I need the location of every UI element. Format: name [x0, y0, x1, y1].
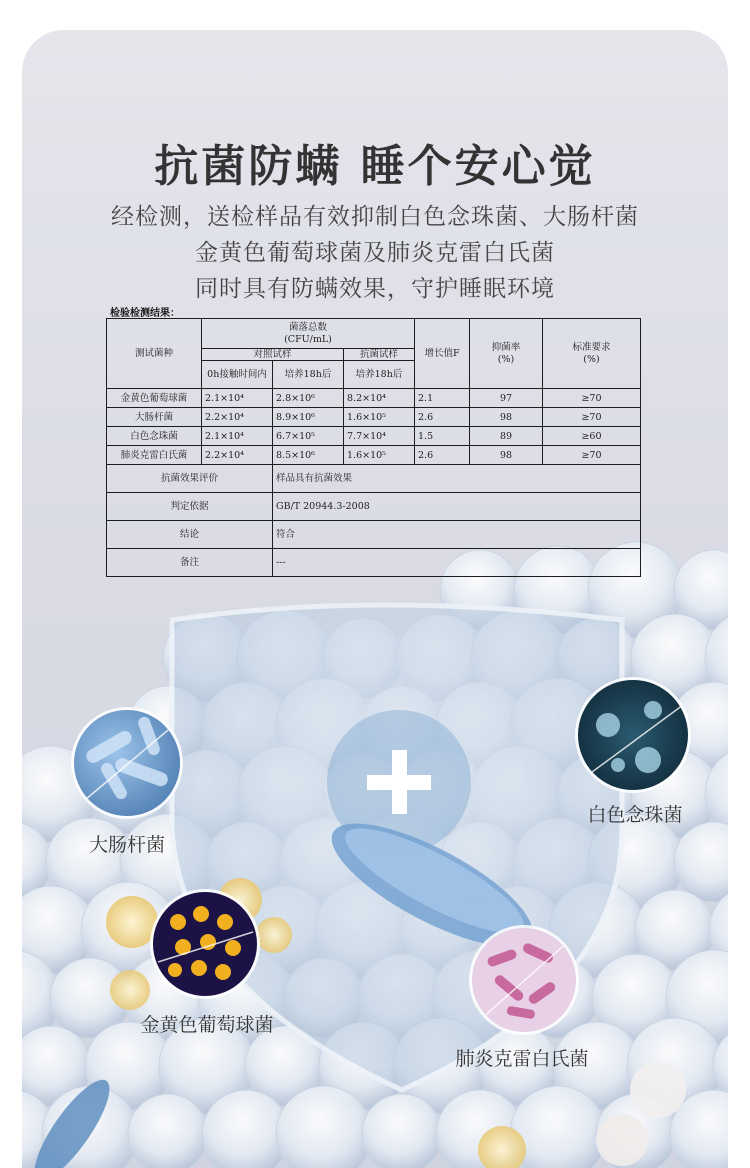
cell-control-0h: 2.1×10⁴	[202, 389, 273, 408]
table-footer-row	[107, 465, 641, 493]
footer-value-remark: ---	[273, 549, 641, 577]
cell-strain: 金黄色葡萄球菌	[107, 389, 202, 408]
cell-rate: 98	[470, 446, 543, 465]
test-results-table	[106, 318, 641, 577]
candida-image	[578, 680, 688, 790]
header-control-0h: 0h接触时间内	[202, 361, 273, 389]
header-rate: 抑菌率 (%)	[470, 319, 543, 389]
cell-antibacterial-18h: 8.2×10⁴	[344, 389, 415, 408]
header-antibacterial-18h: 培养18h后	[344, 361, 415, 389]
test-results-label: 检验检测结果：	[110, 308, 180, 319]
cell-control-18h: 6.7×10⁵	[273, 427, 344, 446]
cell-standard: ≥70	[543, 446, 641, 465]
poster-card	[22, 30, 728, 1168]
fabric-bubble	[128, 1094, 208, 1168]
cell-standard: ≥60	[543, 427, 641, 446]
subtitle-line-2: 金黄色葡萄球菌及肺炎克雷白氏菌	[195, 240, 555, 266]
table-footer-row	[107, 549, 641, 577]
header-control: 对照试样	[202, 349, 344, 361]
footer-label-conclusion: 结论	[107, 521, 273, 549]
cell-control-18h: 8.9×10⁶	[273, 408, 344, 427]
subtitle-line-1: 经检测，送检样品有效抑制白色念珠菌、大肠杆菌	[111, 204, 639, 230]
cell-control-0h: 2.2×10⁴	[202, 446, 273, 465]
cell-antibacterial-18h: 1.6×10⁵	[344, 408, 415, 427]
header-growth: 增长值F	[415, 319, 470, 389]
staph-label: 金黄色葡萄球菌	[140, 1014, 274, 1036]
header-standard: 标准要求 (%)	[543, 319, 641, 389]
cell-growth: 1.5	[415, 427, 470, 446]
footer-label-evaluation: 抗菌效果评价	[107, 465, 273, 493]
staph-image	[153, 892, 257, 996]
cell-control-0h: 2.1×10⁴	[202, 427, 273, 446]
cell-rate: 89	[470, 427, 543, 446]
header-antibacterial: 抗菌试样	[344, 349, 415, 361]
header-strain: 测试菌种	[107, 319, 202, 389]
cell-rate: 97	[470, 389, 543, 408]
candida-label: 白色念珠菌	[587, 804, 683, 826]
footer-value-basis: GB/T 20944.3-2008	[273, 493, 641, 521]
cell-antibacterial-18h: 7.7×10⁴	[344, 427, 415, 446]
subtitle-line-3: 同时具有防螨效果，守护睡眠环境	[195, 276, 555, 302]
header-colony-total: 菌落总数 (CFU/mL)	[202, 319, 415, 349]
footer-label-basis: 判定依据	[107, 493, 273, 521]
table-footer-row	[107, 521, 641, 549]
table-footer-row	[107, 493, 641, 521]
cell-rate: 98	[470, 408, 543, 427]
table-row	[107, 446, 641, 465]
table-row	[107, 389, 641, 408]
footer-value-conclusion: 符合	[273, 521, 641, 549]
header-control-18h: 培养18h后	[273, 361, 344, 389]
cell-growth: 2.6	[415, 446, 470, 465]
cell-growth: 2.1	[415, 389, 470, 408]
footer-value-evaluation: 样品具有抗菌效果	[273, 465, 641, 493]
cell-strain: 大肠杆菌	[107, 408, 202, 427]
cell-standard: ≥70	[543, 389, 641, 408]
cell-standard: ≥70	[543, 408, 641, 427]
cell-antibacterial-18h: 1.6×10⁵	[344, 446, 415, 465]
cell-growth: 2.6	[415, 408, 470, 427]
table-row	[107, 427, 641, 446]
cell-control-18h: 2.8×10⁶	[273, 389, 344, 408]
klebsiella-label: 肺炎克雷白氏菌	[455, 1048, 589, 1070]
ecoli-label: 大肠杆菌	[88, 834, 165, 856]
ecoli-image	[74, 710, 180, 816]
fabric-bubble	[362, 1094, 442, 1168]
footer-label-remark: 备注	[107, 549, 273, 577]
table-row	[107, 408, 641, 427]
klebsiella-image	[472, 928, 576, 1032]
headline: 抗菌防螨 睡个安心觉	[154, 141, 596, 192]
cell-control-0h: 2.2×10⁴	[202, 408, 273, 427]
cell-control-18h: 8.5×10⁶	[273, 446, 344, 465]
cell-strain: 肺炎克雷白氏菌	[107, 446, 202, 465]
cell-strain: 白色念珠菌	[107, 427, 202, 446]
